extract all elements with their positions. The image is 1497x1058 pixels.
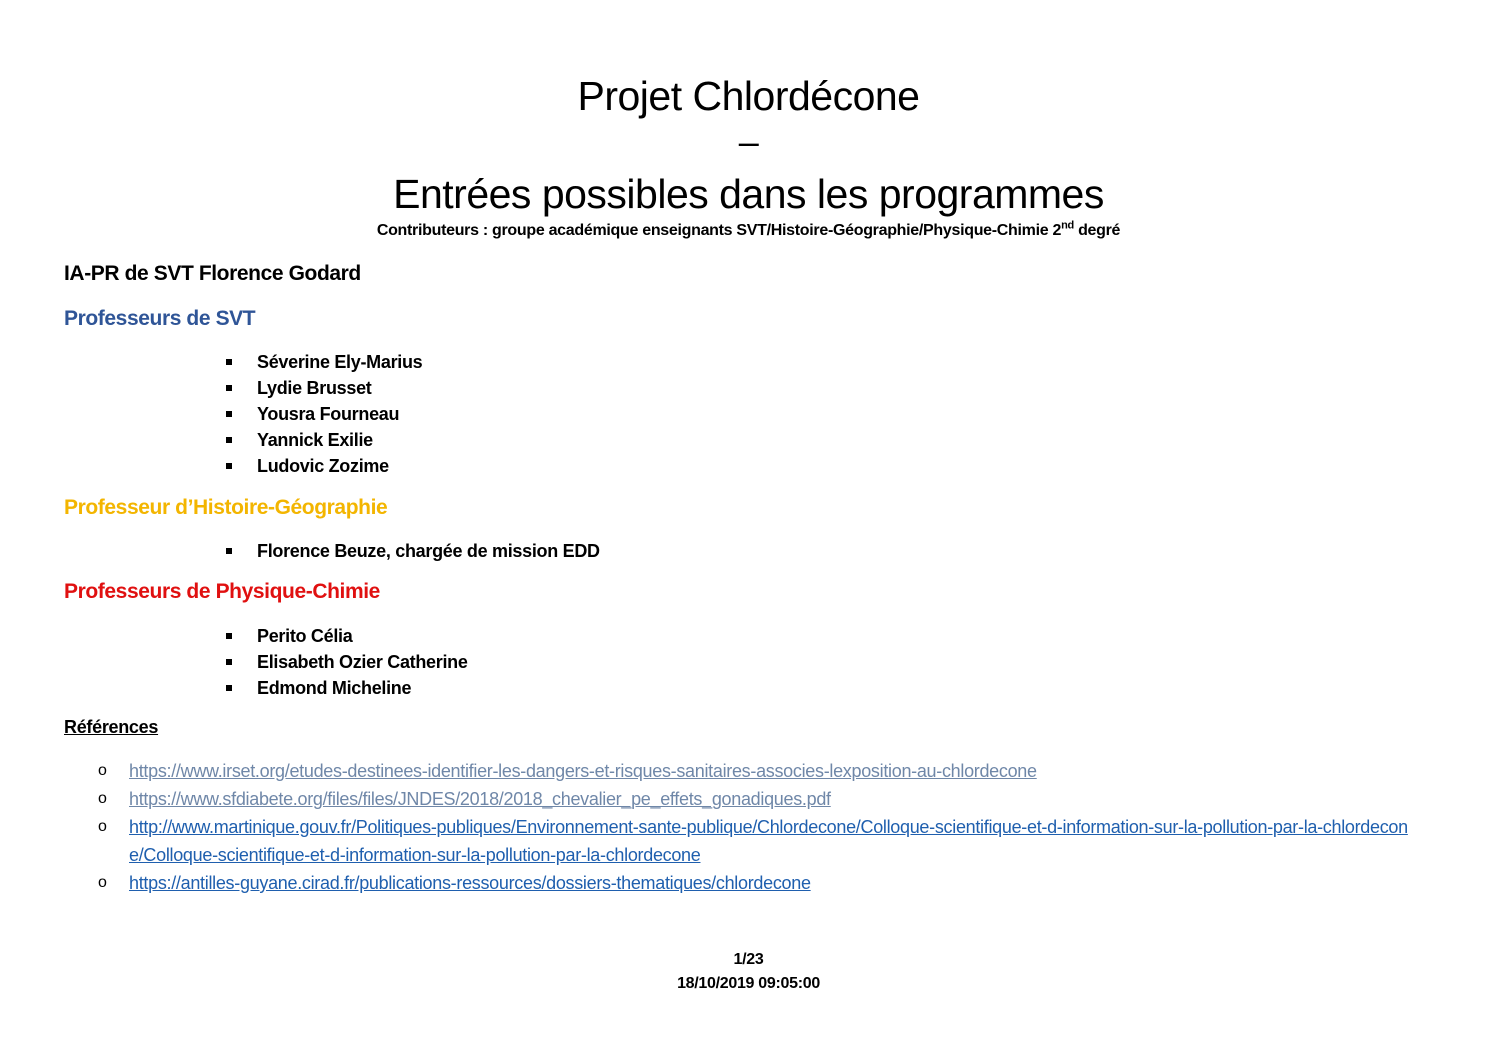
svt-members-list xyxy=(224,349,422,479)
contributors-sup: nd xyxy=(1061,219,1074,232)
pc-heading: Professeurs de Physique-Chimie xyxy=(64,580,380,603)
list-item xyxy=(224,349,422,375)
member-name: Lydie Brusset xyxy=(257,378,372,398)
contributors-text: Contributeurs : groupe académique enseignants SVT/Histoire-Géographie/Physique-Chimie 2 xyxy=(376,222,1062,239)
reference-link[interactable]: https://www.irset.org/etudes-destinees-identifier-les-dangers-et-risques-sanitaires-associes-lexposition-au-chlordecone xyxy=(129,761,1037,781)
title-dash: – xyxy=(738,121,759,162)
reference-link[interactable]: https://antilles-guyane.cirad.fr/publications-ressources/dossiers-thematiques/chlordecone xyxy=(129,873,811,893)
svt-heading: Professeurs de SVT xyxy=(64,307,256,330)
reference-link[interactable]: https://www.sfdiabete.org/files/files/JNDES/2018/2018_chevalier_pe_effets_gonadiques.pdf xyxy=(129,789,831,809)
list-item xyxy=(96,785,1416,813)
list-item xyxy=(96,869,1416,897)
page-date: 18/10/2019 09:05:00 xyxy=(677,975,820,992)
list-item xyxy=(224,453,422,479)
member-name: Edmond Micheline xyxy=(257,678,412,698)
member-name: Florence Beuze, chargée de mission EDD xyxy=(257,541,600,561)
hg-heading: Professeur d’Histoire-Géographie xyxy=(64,496,388,519)
square-bullet-icon xyxy=(226,548,232,554)
list-item xyxy=(224,623,468,649)
contributors-suffix: degré xyxy=(1073,222,1121,239)
list-item xyxy=(224,427,422,453)
list-item xyxy=(96,813,1416,869)
contributors-line xyxy=(0,219,1497,240)
list-item xyxy=(224,538,600,564)
member-name: Séverine Ely-Marius xyxy=(257,352,423,372)
member-name: Yannick Exilie xyxy=(257,430,373,450)
list-item xyxy=(96,757,1416,785)
square-bullet-icon xyxy=(226,411,232,417)
list-item xyxy=(224,649,468,675)
square-bullet-icon xyxy=(226,659,232,665)
references-list xyxy=(96,757,1416,897)
page-subtitle: Entrées possibles dans les programmes xyxy=(393,171,1104,217)
pc-members-list xyxy=(224,623,468,701)
page-number: 1/23 xyxy=(733,951,764,968)
circle-bullet-icon: o xyxy=(98,874,107,891)
square-bullet-icon xyxy=(226,359,232,365)
references-heading: Références xyxy=(64,717,159,737)
list-item xyxy=(224,401,422,427)
square-bullet-icon xyxy=(226,385,232,391)
member-name: Perito Célia xyxy=(257,626,353,646)
member-name: Yousra Fourneau xyxy=(257,404,400,424)
square-bullet-icon xyxy=(226,685,232,691)
square-bullet-icon xyxy=(226,437,232,443)
reference-link[interactable]: http://www.martinique.gouv.fr/Politiques-publiques/Environnement-sante-publique/Chlordecone/Colloque-scientifique-et-d-information-sur-la-pollution-par-la-chlordecone/Colloque-scientifique-et-d-information-sur-la-pollution-par-la-chlordecone xyxy=(129,817,1408,865)
member-name: Elisabeth Ozier Catherine xyxy=(257,652,468,672)
circle-bullet-icon: o xyxy=(98,818,107,835)
circle-bullet-icon: o xyxy=(98,790,107,807)
list-item xyxy=(224,375,422,401)
member-name: Ludovic Zozime xyxy=(257,456,389,476)
square-bullet-icon xyxy=(226,463,232,469)
hg-members-list xyxy=(224,538,600,564)
circle-bullet-icon: o xyxy=(98,762,107,779)
list-item xyxy=(224,675,468,701)
page-title: Projet Chlordécone xyxy=(577,73,920,119)
square-bullet-icon xyxy=(226,633,232,639)
ia-pr-heading: IA-PR de SVT Florence Godard xyxy=(64,262,361,285)
